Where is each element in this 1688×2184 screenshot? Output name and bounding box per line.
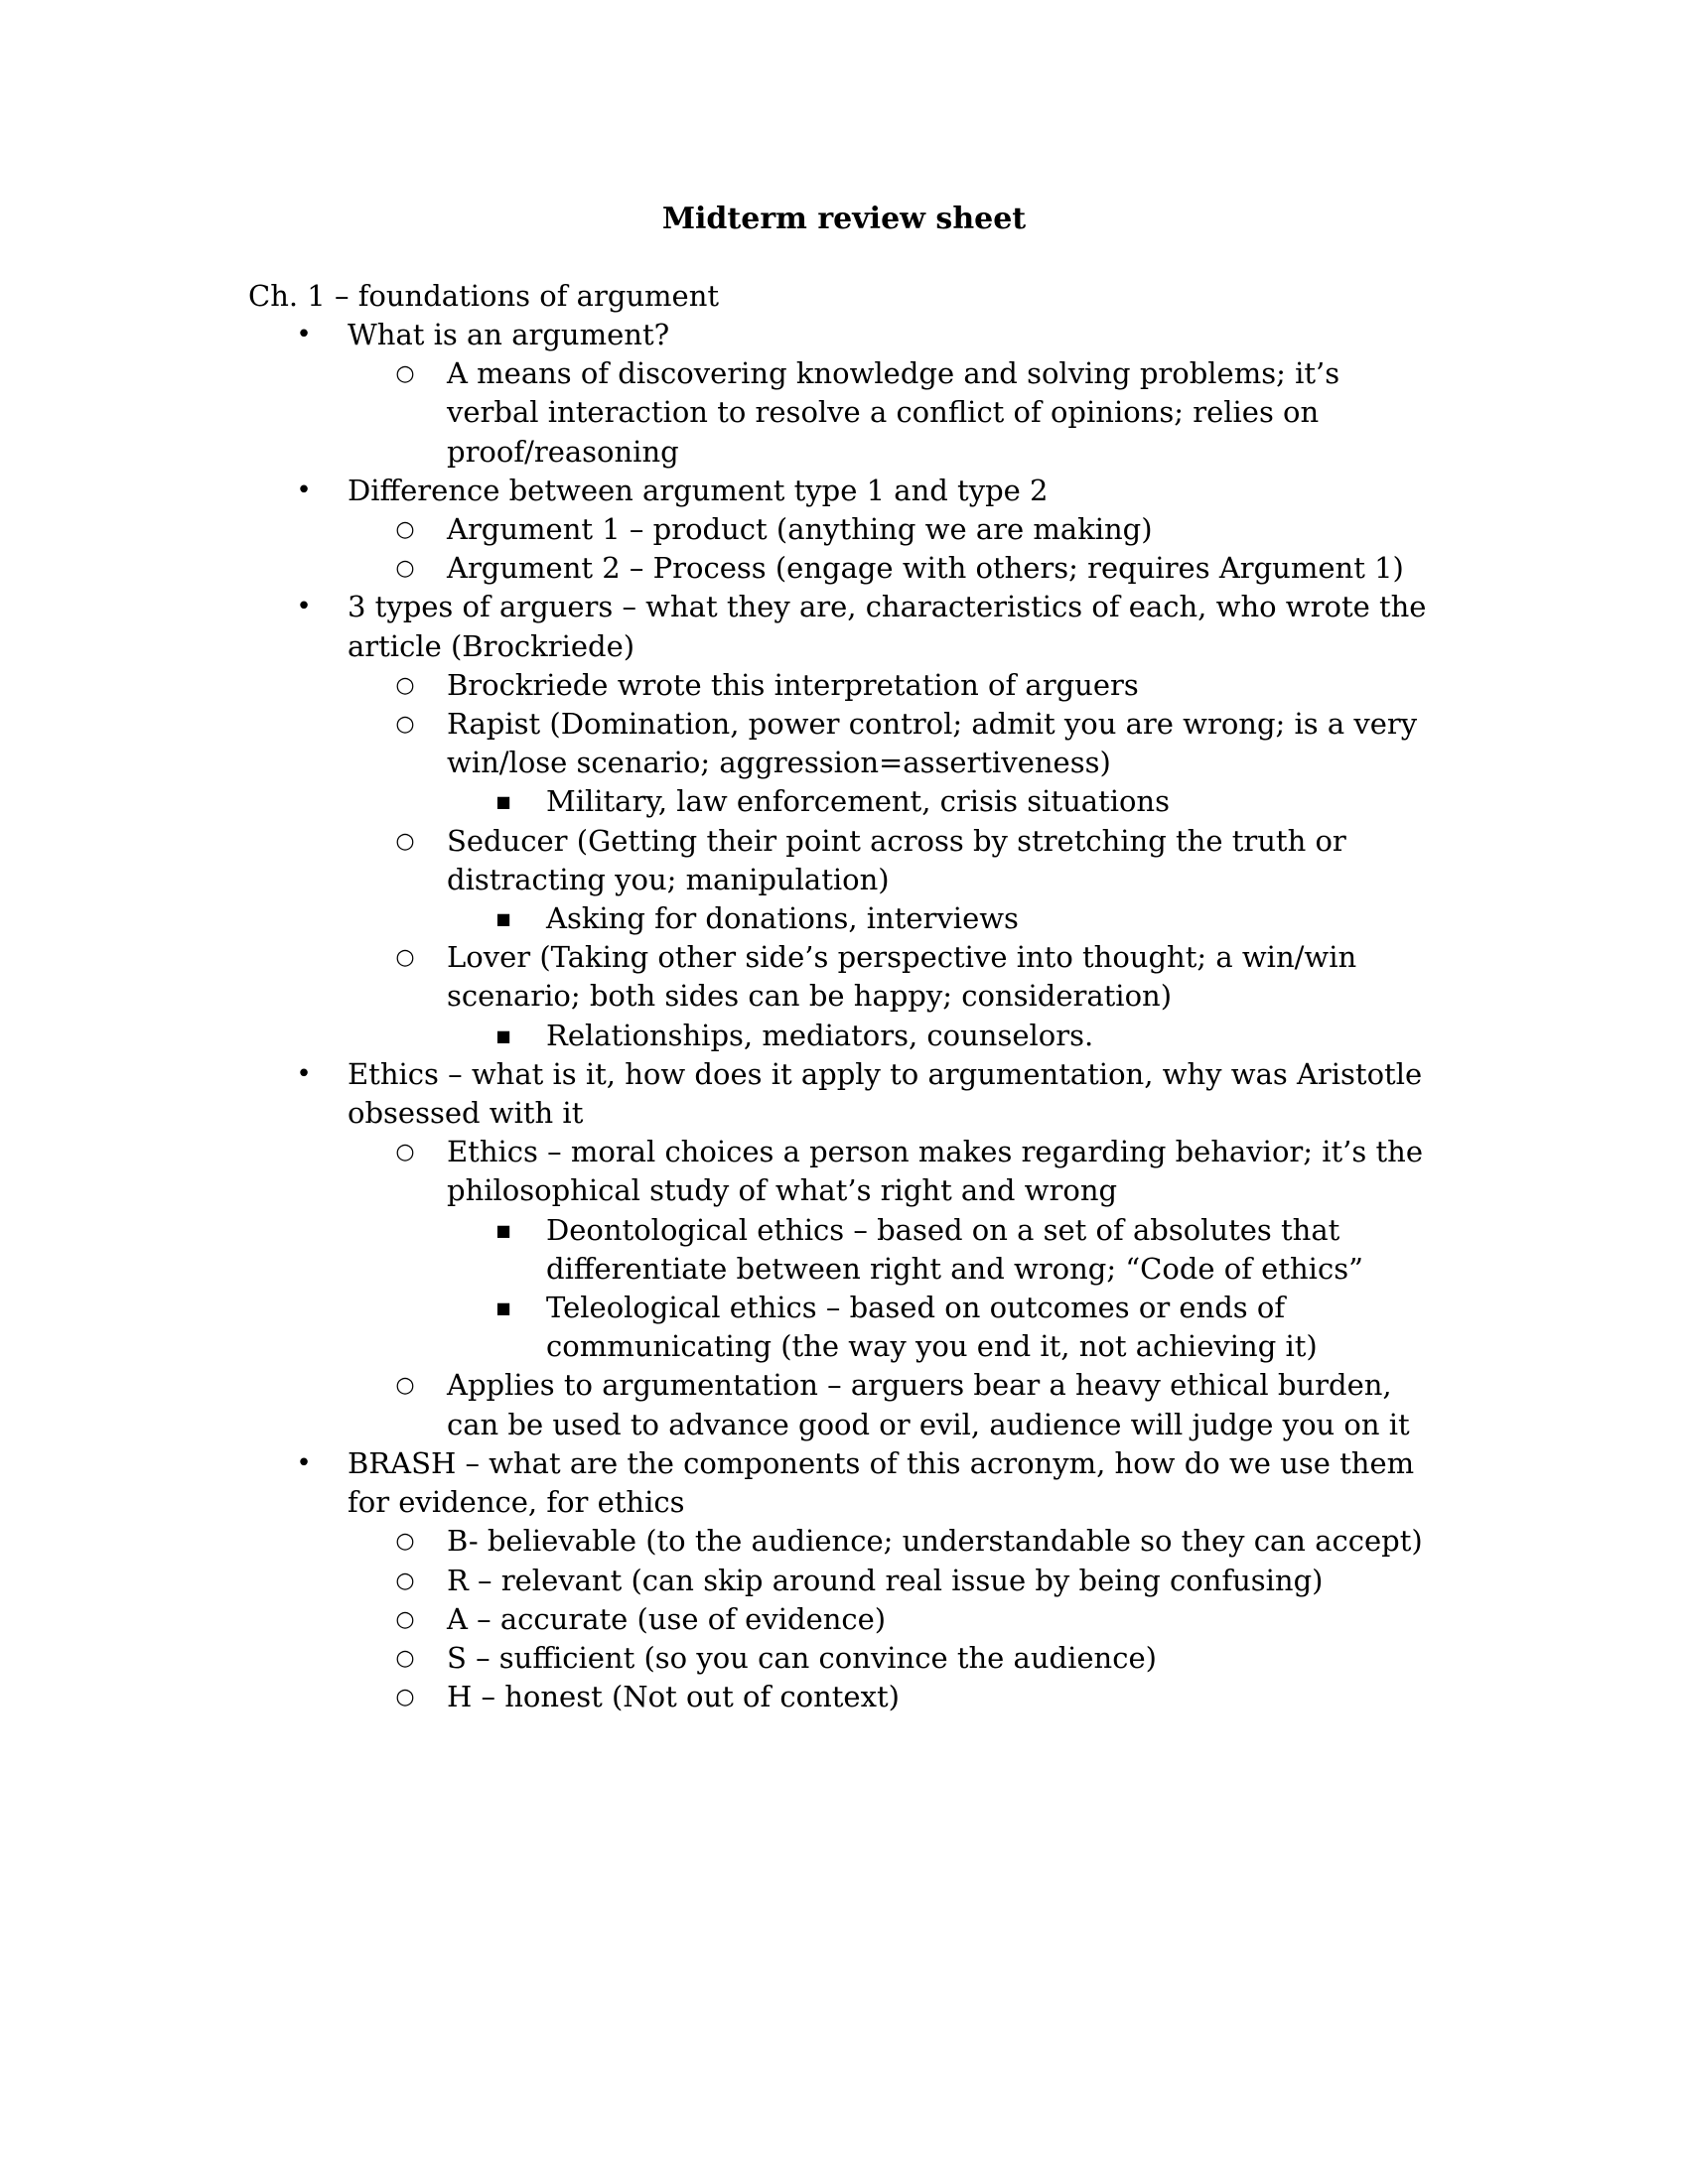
bullet-circle-icon: ○ — [395, 1373, 415, 1399]
list-item-text: A – accurate (use of evidence) — [447, 1601, 887, 1636]
list-item — [0, 1133, 1440, 1210]
bullet-circle-icon: ○ — [395, 1140, 415, 1165]
bullet-circle-icon: ○ — [395, 1645, 415, 1671]
list-item — [0, 938, 1440, 1016]
list-item-text: Argument 1 – product (anything we are making) — [447, 512, 1153, 547]
list-item-text: A means of discovering knowledge and solving problems; it’s verbal interaction to resolve a conflict of opinions; relies on proof/reasoning — [447, 356, 1340, 469]
bullet-square-icon: ■ — [495, 1220, 511, 1240]
list-item — [0, 1444, 1440, 1522]
bullet-circle-icon: ○ — [395, 945, 415, 971]
bullet-circle-icon: ○ — [395, 1606, 415, 1632]
list-item-text: Teleological ethics – based on outcomes or ends of communicating (the way you end it, not achieving it) — [546, 1291, 1318, 1364]
outline-list — [0, 316, 1688, 1716]
bullet-square-icon: ■ — [495, 1025, 511, 1045]
list-item-text: Ethics – what is it, how does it apply to argumentation, why was Aristotle obsessed with it — [348, 1056, 1423, 1131]
bullet-square-icon: ■ — [495, 1298, 511, 1318]
list-item-text: Ethics – moral choices a person makes regarding behavior; it’s the philosophical study of what’s right and wrong — [447, 1135, 1423, 1208]
list-item-text: H – honest (Not out of context) — [447, 1680, 900, 1714]
list-item — [0, 822, 1440, 899]
list-item — [0, 1211, 1440, 1289]
list-item-text: Military, law enforcement, crisis situations — [546, 784, 1170, 819]
bullet-square-icon: ■ — [495, 792, 511, 812]
list-item — [0, 472, 1440, 510]
list-item — [0, 510, 1440, 549]
list-item-text: S – sufficient (so you can convince the audience) — [447, 1640, 1157, 1675]
list-item — [0, 1366, 1440, 1443]
list-item — [0, 1055, 1440, 1133]
bullet-circle-icon: ○ — [395, 517, 415, 543]
list-item-text: B- believable (to the audience; understandable so they can accept) — [447, 1524, 1423, 1559]
list-item-text: BRASH – what are the components of this acronym, how do we use them for evidence, for ethics — [348, 1445, 1415, 1520]
bullet-circle-icon: ○ — [395, 361, 415, 387]
list-item — [0, 782, 1440, 821]
list-item — [0, 354, 1440, 472]
list-item-text: 3 types of arguers – what they are, characteristics of each, who wrote the article (Brockriede) — [348, 590, 1427, 663]
bullet-dot-icon: • — [296, 475, 312, 505]
list-item — [0, 1017, 1440, 1055]
bullet-dot-icon: • — [296, 1447, 312, 1478]
list-item — [0, 588, 1440, 665]
list-item-text: Relationships, mediators, counselors. — [546, 1018, 1094, 1052]
bullet-circle-icon: ○ — [395, 1529, 415, 1555]
list-item — [0, 1289, 1440, 1366]
list-item-text: Rapist (Domination, power control; admit you are wrong; is a very win/lose scenario; aggression=assertiveness) — [447, 707, 1418, 780]
chapter-heading: Ch. 1 – foundations of argument — [248, 279, 720, 313]
list-item — [0, 1678, 1440, 1716]
list-item-text: Asking for donations, interviews — [546, 901, 1019, 936]
bullet-circle-icon: ○ — [395, 556, 415, 582]
bullet-circle-icon: ○ — [395, 712, 415, 738]
list-item-text: R – relevant (can skip around real issue by being confusing) — [447, 1563, 1324, 1597]
list-item-text: Seducer (Getting their point across by stretching the truth or distracting you; manipulation) — [447, 823, 1346, 896]
bullet-dot-icon: • — [296, 320, 312, 349]
bullet-circle-icon: ○ — [395, 828, 415, 854]
list-item-text: Argument 2 – Process (engage with others; requires Argument 1) — [447, 551, 1404, 586]
list-item-text: Lover (Taking other side’s perspective into thought; a win/win scenario; both sides can be happy; consideration) — [447, 940, 1357, 1014]
list-item — [0, 1562, 1440, 1600]
list-item — [0, 1522, 1440, 1561]
bullet-circle-icon: ○ — [395, 1568, 415, 1593]
list-item-text: Difference between argument type 1 and type 2 — [348, 473, 1049, 507]
bullet-circle-icon: ○ — [395, 672, 415, 698]
bullet-dot-icon: • — [296, 1058, 312, 1089]
list-item — [0, 705, 1440, 782]
list-item — [0, 1639, 1440, 1678]
list-item-text: Applies to argumentation – arguers bear a heavy ethical burden, can be used to advance good or evil, audience will judge you on it — [447, 1368, 1410, 1441]
document-title: Midterm review sheet — [661, 202, 1027, 236]
bullet-square-icon: ■ — [495, 909, 511, 929]
list-item — [0, 666, 1440, 705]
list-item-text: Deontological ethics – based on a set of absolutes that differentiate between right and wrong; “Code of ethics” — [546, 1212, 1363, 1286]
bullet-dot-icon: • — [296, 592, 312, 622]
bullet-circle-icon: ○ — [395, 1685, 415, 1710]
list-item — [0, 549, 1440, 588]
list-item-text: Brockriede wrote this interpretation of arguers — [447, 667, 1139, 702]
list-item — [0, 1600, 1440, 1639]
list-item — [0, 899, 1440, 938]
list-item-text: What is an argument? — [348, 318, 670, 351]
list-item — [0, 316, 1440, 354]
